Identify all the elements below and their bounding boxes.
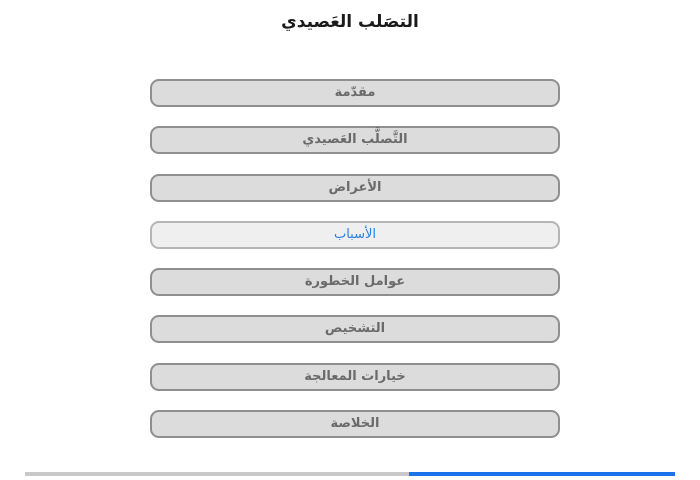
menu-item-summary[interactable]: الخلاصة <box>150 410 560 438</box>
menu-item-causes[interactable]: الأسباب <box>150 221 560 249</box>
chapter-menu <box>150 79 560 457</box>
page-title: التصَلب العَصيدي <box>281 12 419 32</box>
menu-item-introduction[interactable]: مقدّمة <box>150 79 560 107</box>
menu-item-symptoms[interactable]: الأعراض <box>150 174 560 202</box>
menu-item-risk-factors[interactable]: عوامل الخطورة <box>150 268 560 296</box>
menu-item-treatment-options[interactable]: خيارات المعالجة <box>150 363 560 391</box>
progress-bar-fill <box>409 472 676 476</box>
progress-bar <box>25 472 675 476</box>
menu-item-diagnosis[interactable]: التشخيص <box>150 315 560 343</box>
menu-item-atherosclerosis[interactable]: التَّصلَّب العَصيدي <box>150 126 560 154</box>
